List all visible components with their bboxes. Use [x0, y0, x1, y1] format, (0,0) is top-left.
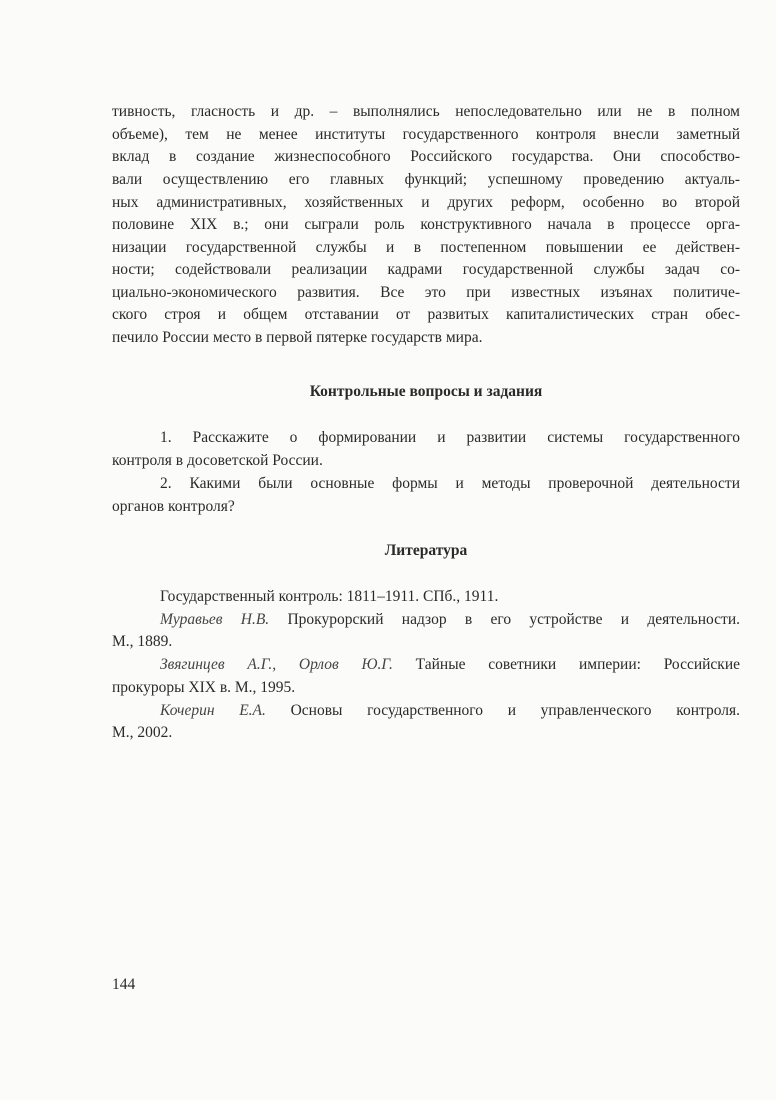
reference-item-cont: М., 2002.: [112, 724, 173, 741]
text-line: половине XIX в.; они сыграли роль конструктивного начала в процессе орга-: [112, 216, 740, 233]
reference-item: [160, 654, 740, 676]
text-line: ности; содействовали реализации кадрами государственной службы задач со-: [112, 261, 740, 278]
page-number: 144: [112, 976, 136, 993]
question-item-cont: органов контроля?: [112, 498, 235, 515]
question-item: 1. Расскажите о формировании и развитии системы государственного: [160, 429, 740, 446]
text-line: ных административных, хозяйственных и других реформ, особенно во второй: [112, 194, 740, 211]
reference-item-cont: М., 1889.: [112, 633, 173, 650]
question-item: 2. Какими были основные формы и методы проверочной деятельности: [160, 475, 740, 492]
reference-item-cont: прокуроры XIX в. М., 1995.: [112, 679, 296, 696]
literature-heading: Литература: [384, 542, 468, 559]
reference-item: Государственный контроль: 1811–1911. СПб., 1911.: [160, 588, 499, 605]
text-line: тивность, гласность и др. – выполнялись непоследовательно или не в полном: [112, 103, 740, 120]
reference-author: Кочерин Е.А.: [160, 702, 266, 719]
text-line: ского строя и общем отставании от развитых капиталистических стран обес-: [112, 306, 740, 323]
reference-item: [160, 609, 740, 631]
reference-author: Звягинцев А.Г., Орлов Ю.Г.: [160, 656, 393, 673]
questions-heading: Контрольные вопросы и задания: [309, 383, 543, 400]
text-line: объеме), тем не менее институты государственного контроля внесли заметный: [112, 126, 740, 143]
reference-author: Муравьев Н.В.: [160, 611, 270, 628]
question-item-cont: контроля в досоветской России.: [112, 452, 323, 469]
reference-title: Основы государственного и управленческого контроля.: [290, 702, 740, 719]
reference-title: Тайные советники империи: Российские: [415, 656, 741, 673]
text-line: циально-экономического развития. Все это при известных изъянах политиче-: [112, 284, 740, 301]
text-line: вклад в создание жизнеспособного Российского государства. Они способство-: [112, 148, 740, 165]
reference-item: [160, 700, 740, 722]
reference-title: Прокурорский надзор в его устройстве и деятельности.: [287, 611, 740, 628]
text-line: печило России место в первой пятерке государств мира.: [112, 329, 483, 346]
text-line: низации государственной службы и в постепенном повышении ее действен-: [112, 239, 740, 256]
text-line: вали осуществлению его главных функций; успешному проведению актуаль-: [112, 171, 740, 188]
